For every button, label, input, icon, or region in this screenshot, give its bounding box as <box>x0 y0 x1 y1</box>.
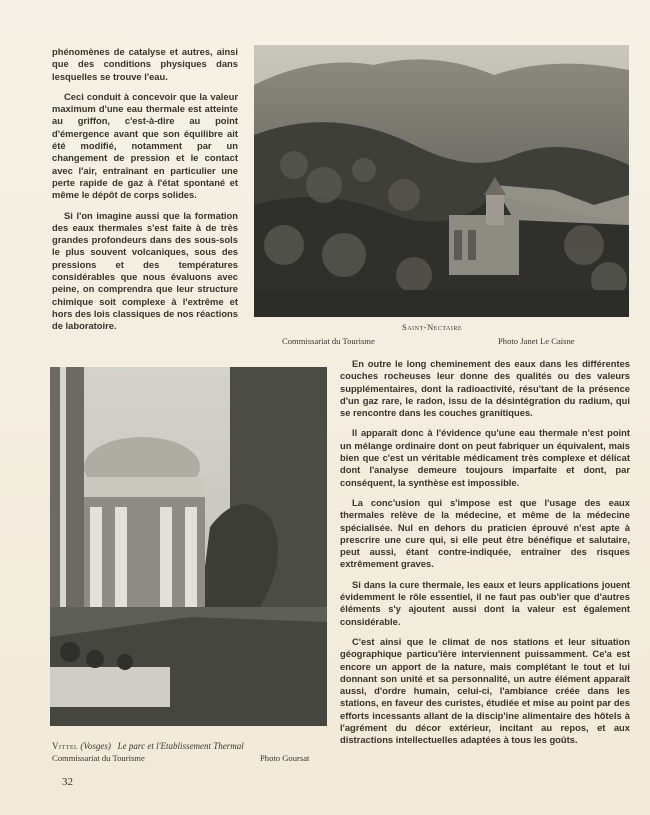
photo-bottom-credit-right: Photo Goursat <box>260 753 310 763</box>
photo-bottom-credit-left: Commissariat du Tourisme <box>52 753 145 763</box>
right-text-column <box>340 358 630 755</box>
paragraph: Si l'on imagine aussi que la formation des eaux thermales s'est faite à de très grandes profondeurs dans des sous-sols le plus souvent volcaniques, sous des pressions et des températures considérables que nous évaluons avec peine, on comprendra que leur structure chimique soit complexe à l'extrême et hors des lois classiques de nos réactions de laboratoire. <box>52 209 238 332</box>
paragraph: C'est ainsi que le climat de nos stations et leur situation géographique particu'ière interviennent puissamment. Ce'a est encore un apport de la nature, mais complétant le tout et lui donnant son unité et sa personnalité, un autre élément apparaît aussi, d'ordre humain, celui-ci, l'ambiance créée dans les stations, en faveur des curistes, étudiée et mise au point par des efforts incessants allant de la discip'ine alimentaire des hôtels à l'agrément du décor extérieur, incitant au repos, et aux distractions intellectuelles adaptées à tous les goûts. <box>340 635 630 746</box>
saint-nectaire-photo <box>254 45 629 317</box>
photo-top-credit-left: Commissariat du Tourisme <box>282 336 375 346</box>
paragraph: Ceci conduit à concevoir que la valeur maximum d'une eau thermale est atteinte au griffon, c'est-à-dire au point d'émergence avant que son équilibre ait été modifié, notamment par un changement de pression et le contact avec l'air, entraînant en particulier une perte rapide de gaz à l'état spontané et même le dépôt de corps solides. <box>52 90 238 201</box>
photo-bottom-title: Vittel (Vosges) Le parc et l'Etablissement Thermal <box>52 741 244 751</box>
page-number: 32 <box>62 776 73 788</box>
paragraph: Si dans la cure thermale, les eaux et leurs applications jouent évidemment le rôle essentiel, il ne faut pas oub'ier que d'autres éléments s'y ajoutent aussi dont la valeur est également considérable. <box>340 578 630 627</box>
paragraph: En outre le long cheminement des eaux dans les différentes couches rocheuses leur donne des qualités ou des valeurs supplémentaires, dont la radioactivité, résu'tant de la présence d'un gaz rare, le radon, issu de la désintégration du radium, qui se rencontre dans les couches granitiques. <box>340 358 630 419</box>
saint-nectaire-landscape-image <box>254 45 629 317</box>
paragraph: Il apparaît donc à l'évidence qu'une eau thermale n'est point un mélange ordinaire dont on peut fabriquer un équivalent, mais bien que c'est un véritable médicament très complexe et délicat dont l'analyse demeure toujours imparfaite et dont, par conséquent, la synthèse est impossible. <box>340 427 630 488</box>
vittel-photo <box>50 367 327 726</box>
paragraph: phénomènes de catalyse et autres, ainsi que des conditions physiques dans lesquelles se trouve l'eau. <box>52 46 238 82</box>
vittel-park-image <box>50 367 327 726</box>
left-text-column <box>52 46 238 341</box>
photo-top-title: Saint-Nectaire <box>402 322 463 332</box>
photo-top-credit-right: Photo Janet Le Caisne <box>498 336 575 346</box>
paragraph: La conc'usion qui s'impose est que l'usage des eaux thermales relève de la médecine, et même de la médecine spécialisée. Nul en dehors du praticien éprouvé n'est apte à prescrire une cure qui, si elle peut être bénéfique et salutaire, peut aussi, étant contre-indiquée, entraîner des risques extrêmement graves. <box>340 496 630 570</box>
